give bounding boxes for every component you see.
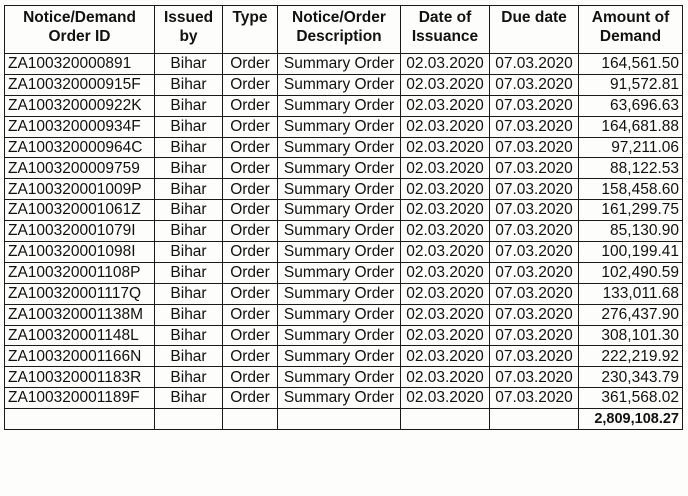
total-blank-cell — [155, 409, 223, 430]
cell-issued-by: Bihar — [155, 367, 223, 388]
cell-description: Summary Order — [278, 179, 401, 200]
table-row — [5, 221, 683, 242]
table-body — [5, 54, 683, 409]
cell-type: Order — [223, 262, 278, 283]
cell-order-id: ZA100320000891 — [5, 54, 155, 75]
cell-due-date: 07.03.2020 — [490, 367, 579, 388]
cell-order-id: ZA100320001183R — [5, 367, 155, 388]
cell-type: Order — [223, 242, 278, 263]
cell-amount: 63,696.63 — [579, 95, 683, 116]
cell-due-date: 07.03.2020 — [490, 304, 579, 325]
cell-order-id: ZA100320001079I — [5, 221, 155, 242]
cell-amount: 97,211.06 — [579, 137, 683, 158]
cell-date-of-issuance: 02.03.2020 — [401, 283, 490, 304]
cell-date-of-issuance: 02.03.2020 — [401, 242, 490, 263]
cell-description: Summary Order — [278, 116, 401, 137]
table-row — [5, 325, 683, 346]
cell-date-of-issuance: 02.03.2020 — [401, 367, 490, 388]
total-row — [5, 409, 683, 430]
header-date-line1: Date of — [418, 9, 472, 26]
cell-due-date: 07.03.2020 — [490, 74, 579, 95]
table-row — [5, 54, 683, 75]
cell-order-id: ZA100320001138M — [5, 304, 155, 325]
table-row — [5, 346, 683, 367]
cell-amount: 164,681.88 — [579, 116, 683, 137]
cell-issued-by: Bihar — [155, 158, 223, 179]
cell-amount: 308,101.30 — [579, 325, 683, 346]
cell-description: Summary Order — [278, 200, 401, 221]
cell-date-of-issuance: 02.03.2020 — [401, 158, 490, 179]
cell-issued-by: Bihar — [155, 283, 223, 304]
table-footer — [5, 409, 683, 430]
cell-description: Summary Order — [278, 158, 401, 179]
cell-due-date: 07.03.2020 — [490, 221, 579, 242]
cell-description: Summary Order — [278, 137, 401, 158]
cell-order-id: ZA100320000915F — [5, 74, 155, 95]
cell-date-of-issuance: 02.03.2020 — [401, 346, 490, 367]
cell-amount: 158,458.60 — [579, 179, 683, 200]
cell-type: Order — [223, 95, 278, 116]
table-row — [5, 262, 683, 283]
cell-amount: 133,011.68 — [579, 283, 683, 304]
cell-date-of-issuance: 02.03.2020 — [401, 262, 490, 283]
header-amount — [579, 6, 683, 54]
cell-issued-by: Bihar — [155, 262, 223, 283]
cell-due-date: 07.03.2020 — [490, 54, 579, 75]
cell-order-id: ZA100320001117Q — [5, 283, 155, 304]
cell-order-id: ZA100320001009P — [5, 179, 155, 200]
cell-type: Order — [223, 137, 278, 158]
cell-amount: 164,561.50 — [579, 54, 683, 75]
header-order-id-line1: Notice/Demand — [23, 9, 136, 26]
total-blank-cell — [401, 409, 490, 430]
cell-amount: 161,299.75 — [579, 200, 683, 221]
cell-description: Summary Order — [278, 346, 401, 367]
cell-type: Order — [223, 283, 278, 304]
cell-type: Order — [223, 221, 278, 242]
cell-amount: 100,199.41 — [579, 242, 683, 263]
cell-issued-by: Bihar — [155, 346, 223, 367]
cell-date-of-issuance: 02.03.2020 — [401, 179, 490, 200]
cell-type: Order — [223, 179, 278, 200]
cell-date-of-issuance: 02.03.2020 — [401, 137, 490, 158]
cell-issued-by: Bihar — [155, 137, 223, 158]
cell-amount: 85,130.90 — [579, 221, 683, 242]
cell-due-date: 07.03.2020 — [490, 388, 579, 409]
cell-order-id: ZA100320001108P — [5, 262, 155, 283]
table-row — [5, 242, 683, 263]
table-row — [5, 137, 683, 158]
cell-due-date: 07.03.2020 — [490, 325, 579, 346]
header-description-line2: Description — [296, 27, 382, 45]
cell-type: Order — [223, 200, 278, 221]
header-description-line1: Notice/Order — [292, 9, 386, 26]
cell-due-date: 07.03.2020 — [490, 179, 579, 200]
header-order-id-line2: Order ID — [48, 27, 111, 45]
cell-description: Summary Order — [278, 262, 401, 283]
cell-due-date: 07.03.2020 — [490, 242, 579, 263]
table-header — [5, 6, 683, 54]
cell-due-date: 07.03.2020 — [490, 116, 579, 137]
cell-order-id: ZA100320000964C — [5, 137, 155, 158]
cell-amount: 222,219.92 — [579, 346, 683, 367]
cell-issued-by: Bihar — [155, 54, 223, 75]
cell-order-id: ZA100320001061Z — [5, 200, 155, 221]
cell-amount: 91,572.81 — [579, 74, 683, 95]
cell-due-date: 07.03.2020 — [490, 95, 579, 116]
cell-description: Summary Order — [278, 221, 401, 242]
header-type — [223, 6, 278, 54]
cell-issued-by: Bihar — [155, 221, 223, 242]
cell-issued-by: Bihar — [155, 116, 223, 137]
table-row — [5, 283, 683, 304]
total-blank-cell — [278, 409, 401, 430]
cell-description: Summary Order — [278, 367, 401, 388]
cell-due-date: 07.03.2020 — [490, 137, 579, 158]
cell-type: Order — [223, 74, 278, 95]
cell-description: Summary Order — [278, 388, 401, 409]
cell-type: Order — [223, 325, 278, 346]
cell-order-id: ZA100320001148L — [5, 325, 155, 346]
total-amount: 2,809,108.27 — [579, 409, 683, 430]
table-row — [5, 179, 683, 200]
cell-issued-by: Bihar — [155, 325, 223, 346]
cell-date-of-issuance: 02.03.2020 — [401, 95, 490, 116]
cell-type: Order — [223, 116, 278, 137]
cell-date-of-issuance: 02.03.2020 — [401, 200, 490, 221]
cell-description: Summary Order — [278, 304, 401, 325]
header-date-line2: Issuance — [411, 27, 479, 45]
cell-type: Order — [223, 388, 278, 409]
total-blank-cell — [223, 409, 278, 430]
cell-description: Summary Order — [278, 242, 401, 263]
total-blank-cell — [5, 409, 155, 430]
header-due-date-line1: Due date — [501, 9, 567, 26]
cell-description: Summary Order — [278, 54, 401, 75]
table-row — [5, 304, 683, 325]
cell-amount: 230,343.79 — [579, 367, 683, 388]
cell-issued-by: Bihar — [155, 200, 223, 221]
cell-amount: 102,490.59 — [579, 262, 683, 283]
table-row — [5, 367, 683, 388]
header-issued-by-line2: by — [179, 27, 198, 45]
total-blank-cell — [490, 409, 579, 430]
cell-due-date: 07.03.2020 — [490, 158, 579, 179]
table-row — [5, 116, 683, 137]
table-row — [5, 74, 683, 95]
cell-amount: 88,122.53 — [579, 158, 683, 179]
cell-order-id: ZA100320000922K — [5, 95, 155, 116]
cell-due-date: 07.03.2020 — [490, 262, 579, 283]
cell-amount: 361,568.02 — [579, 388, 683, 409]
cell-date-of-issuance: 02.03.2020 — [401, 116, 490, 137]
cell-due-date: 07.03.2020 — [490, 283, 579, 304]
table-row — [5, 158, 683, 179]
header-issued-by-line1: Issued — [163, 9, 214, 26]
table-row — [5, 95, 683, 116]
cell-description: Summary Order — [278, 95, 401, 116]
cell-due-date: 07.03.2020 — [490, 200, 579, 221]
cell-description: Summary Order — [278, 325, 401, 346]
cell-date-of-issuance: 02.03.2020 — [401, 388, 490, 409]
cell-order-id: ZA100320000934F — [5, 116, 155, 137]
cell-type: Order — [223, 158, 278, 179]
table-row — [5, 388, 683, 409]
header-date-of-issuance — [401, 6, 490, 54]
cell-type: Order — [223, 346, 278, 367]
cell-due-date: 07.03.2020 — [490, 346, 579, 367]
cell-issued-by: Bihar — [155, 304, 223, 325]
header-due-date — [490, 6, 579, 54]
cell-issued-by: Bihar — [155, 242, 223, 263]
cell-order-id: ZA100320001098I — [5, 242, 155, 263]
cell-date-of-issuance: 02.03.2020 — [401, 304, 490, 325]
cell-type: Order — [223, 54, 278, 75]
cell-order-id: ZA100320001166N — [5, 346, 155, 367]
cell-date-of-issuance: 02.03.2020 — [401, 74, 490, 95]
cell-description: Summary Order — [278, 283, 401, 304]
header-order-id — [5, 6, 155, 54]
cell-issued-by: Bihar — [155, 95, 223, 116]
cell-date-of-issuance: 02.03.2020 — [401, 325, 490, 346]
demand-table — [4, 5, 683, 430]
cell-order-id: ZA100320001189F — [5, 388, 155, 409]
cell-amount: 276,437.90 — [579, 304, 683, 325]
table-row — [5, 200, 683, 221]
cell-description: Summary Order — [278, 74, 401, 95]
header-amount-line1: Amount of — [591, 9, 670, 26]
header-amount-line2: Demand — [599, 27, 662, 45]
cell-type: Order — [223, 367, 278, 388]
cell-issued-by: Bihar — [155, 74, 223, 95]
header-issued-by — [155, 6, 223, 54]
cell-issued-by: Bihar — [155, 179, 223, 200]
cell-date-of-issuance: 02.03.2020 — [401, 54, 490, 75]
header-row — [5, 6, 683, 54]
cell-issued-by: Bihar — [155, 388, 223, 409]
header-description — [278, 6, 401, 54]
cell-date-of-issuance: 02.03.2020 — [401, 221, 490, 242]
cell-order-id: ZA1003200009759 — [5, 158, 155, 179]
cell-type: Order — [223, 304, 278, 325]
header-type-line1: Type — [232, 9, 268, 26]
